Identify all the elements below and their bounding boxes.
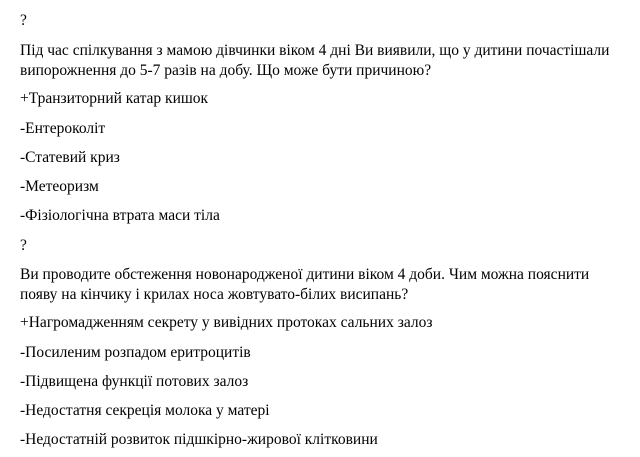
answer-option: -Недостатня секреція молока у матері — [20, 402, 270, 419]
answer-option: -Метеоризм — [20, 178, 99, 195]
answer-option: -Підвищена функції потових залоз — [20, 373, 249, 390]
answer-option: +Нагромадженням секрету у вивідних протоках сальних залоз — [20, 314, 433, 331]
answer-option: -Статевий криз — [20, 149, 120, 166]
answer-option: -Фізіологічна втрата маси тіла — [20, 207, 220, 224]
question-marker: ? — [20, 237, 27, 254]
answer-option: -Недостатній розвиток підшкірно-жирової клітковини — [20, 431, 378, 448]
answer-option: -Ентероколіт — [20, 120, 106, 137]
question-text: Під час спілкування з мамою дівчинки віком 4 дні Ви виявили, що у дитини почастішали випорожнення до 5-7 разів на добу. Що може бути причиною? — [20, 42, 610, 79]
answer-option: -Посиленим розпадом еритроцитів — [20, 344, 251, 361]
question-marker: ? — [20, 12, 27, 29]
answer-option: +Транзиторний катар кишок — [20, 90, 209, 107]
question-text: Ви проводите обстеження новонародженої дитини віком 4 доби. Чим можна пояснити появу на кінчику і крилах носа жовтувато-білих висипань? — [20, 266, 590, 303]
